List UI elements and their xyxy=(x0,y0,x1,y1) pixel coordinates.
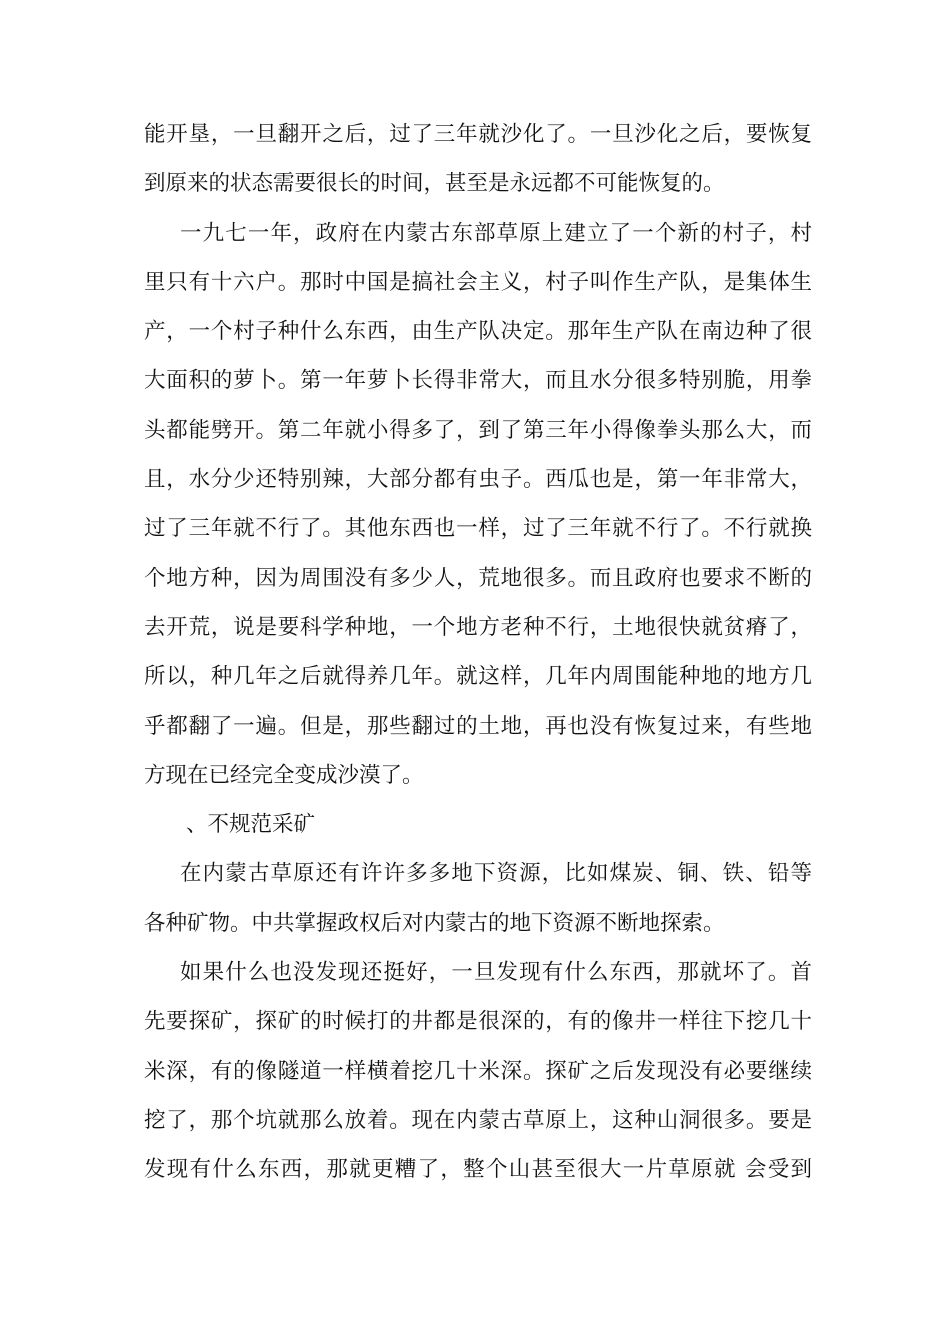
text-line: 产，一个村子种什么东西，由生产队决定。那年生产队在南边种了很 xyxy=(144,319,812,345)
text-line: 发现有什么东西，那就更糟了，整个山甚至很大一片草原就 会受到 xyxy=(144,1157,812,1183)
text-line: 乎都翻了一遍。但是，那些翻过的土地，再也没有恢复过来，有些地 xyxy=(144,713,812,739)
text-line: 一九七一年，政府在内蒙古东部草原上建立了一个新的村子，村 xyxy=(180,220,812,246)
heading-text: 、不规范采矿 xyxy=(186,812,316,838)
text-line: 且，水分少还特别辣，大部分都有虫子。西瓜也是，第一年非常大， xyxy=(144,467,812,493)
paragraph xyxy=(144,110,812,209)
document-body xyxy=(144,110,812,1195)
text-line: 挖了，那个坑就那么放着。现在内蒙古草原上，这种山洞很多。要是 xyxy=(144,1107,812,1133)
text-line: 头都能劈开。第二年就小得多了，到了第三年小得像拳头那么大，而 xyxy=(144,417,812,443)
text-line: 能开垦，一旦翻开之后，过了三年就沙化了。一旦沙化之后，要恢复 xyxy=(144,122,812,147)
text-line: 先要探矿，探矿的时候打的井都是很深的，有的像井一样往下挖几十 xyxy=(144,1009,812,1035)
text-line: 如果什么也没发现还挺好，一旦发现有什么东西，那就坏了。首 xyxy=(180,960,812,986)
text-line: 去开荒，说是要科学种地，一个地方老种不行，土地很快就贫瘠了， xyxy=(144,614,812,640)
paragraph xyxy=(144,849,812,948)
text-line: 里只有十六户。那时中国是搞社会主义，村子叫作生产队，是集体生 xyxy=(144,269,812,295)
text-line: 个地方种，因为周围没有多少人，荒地很多。而且政府也要求不断的 xyxy=(144,565,812,591)
text-line: 米深，有的像隧道一样横着挖几十米深。探矿之后发现没有必要继续 xyxy=(144,1058,812,1084)
section-heading xyxy=(144,800,812,849)
text-line: 到原来的状态需要很长的时间，甚至是永远都不可能恢复的。 xyxy=(144,171,725,197)
text-line: 大面积的萝卜。第一年萝卜长得非常大，而且水分很多特别脆，用拳 xyxy=(144,368,812,394)
text-line: 所以，种几年之后就得养几年。就这样，几年内周围能种地的地方几 xyxy=(144,664,812,690)
text-line: 在内蒙古草原还有许许多多地下资源，比如煤炭、铜、铁、铅等 xyxy=(180,861,812,887)
paragraph xyxy=(144,948,812,1194)
paragraph xyxy=(144,209,812,801)
text-line: 过了三年就不行了。其他东西也一样，过了三年就不行了。不行就换 xyxy=(144,516,812,542)
text-line: 各种矿物。中共掌握政权后对内蒙古的地下资源不断地探索。 xyxy=(144,910,725,936)
text-line: 方现在已经完全变成沙漠了。 xyxy=(144,762,424,788)
